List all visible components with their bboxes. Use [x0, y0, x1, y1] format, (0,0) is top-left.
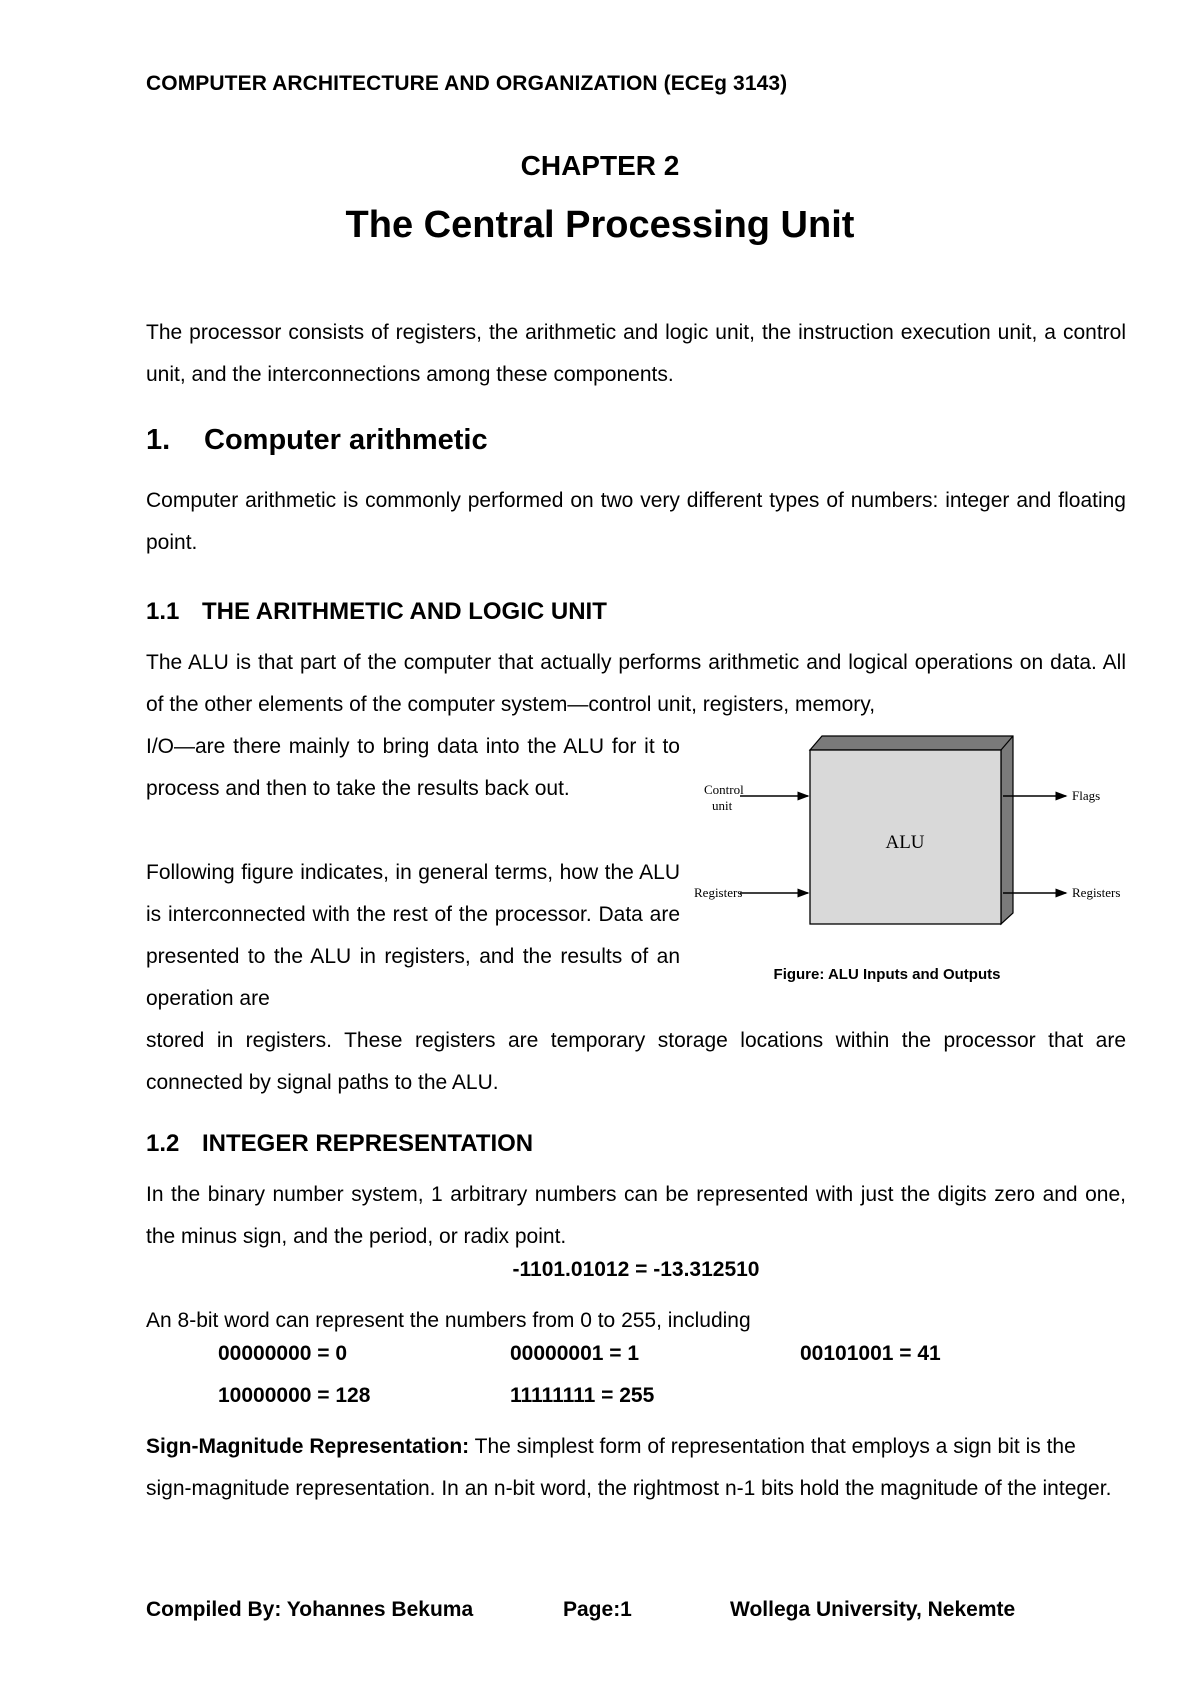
section-1-heading [146, 424, 488, 457]
section-1-1-continued: stored in registers. These registers are temporary storage locations within the processor that are connected by signal paths to the ALU. [146, 1029, 1126, 1094]
section-1-2-heading [146, 1130, 533, 1158]
alu-diagram [692, 732, 1132, 962]
flags-output-label: Flags [1072, 788, 1101, 803]
page-title: The Central Processing Unit [345, 204, 855, 246]
section-1-2-paragraph: In the binary number system, 1 arbitrary numbers can be represented with just the digits zero and one, the minus sign, and the period, or radix point. [146, 1183, 1126, 1248]
section-1-1-title: THE ARITHMETIC AND LOGIC UNIT [202, 598, 607, 625]
section-1-1-wrap-text: I/O—are there mainly to bring data into the ALU for it to process and then to take the results back out. [146, 735, 680, 800]
section-1-title: Computer arithmetic [204, 424, 488, 456]
document-header: COMPUTER ARCHITECTURE AND ORGANIZATION (ECEg 3143) [146, 72, 788, 95]
footer-compiled-by: Compiled By: Yohannes Bekuma [146, 1598, 474, 1621]
section-1-paragraph: Computer arithmetic is commonly performed on two very different types of numbers: integer and floating point. [146, 489, 1126, 554]
sign-magnitude-label: Sign-Magnitude Representation: [146, 1435, 470, 1458]
registers-output-label: Registers [1072, 885, 1121, 900]
binary-example: 00000001 = 1 [510, 1342, 640, 1365]
intro-paragraph: The processor consists of registers, the arithmetic and logic unit, the instruction execution unit, a control unit, and the interconnections among these components. [146, 321, 1126, 386]
binary-example: 00000000 = 0 [218, 1342, 348, 1365]
binary-example: 10000000 = 128 [218, 1384, 371, 1407]
section-1-2-number: 1.2 [146, 1130, 180, 1157]
footer-page-number: Page:1 [563, 1598, 632, 1621]
eight-bit-text: An 8-bit word can represent the numbers from 0 to 255, including [146, 1309, 751, 1332]
section-1-1-wrap-text-2: Following figure indicates, in general terms, how the ALU is interconnected with the rest of the processor. Data are presented to the ALU in registers, and the results of an operation are [146, 861, 680, 1010]
binary-example: 11111111 = 255 [510, 1384, 655, 1407]
binary-equation: -1101.01012 = -13.312510 [512, 1258, 760, 1281]
section-1-number: 1. [146, 424, 171, 456]
figure-caption: Figure: ALU Inputs and Outputs [773, 966, 1001, 983]
footer-university: Wollega University, Nekemte [730, 1598, 1016, 1621]
section-1-1-number: 1.1 [146, 598, 180, 625]
chapter-label: CHAPTER 2 [520, 150, 680, 181]
sign-magnitude-text: The simplest form of representation that employs a sign bit is the sign-magnitude representation. In an n-bit word, the rightmost n-1 bits hold the magnitude of the integer. [146, 1435, 1112, 1500]
control-unit-label-line1: Control [704, 782, 744, 797]
section-1-1-heading [146, 598, 607, 626]
alu-label: ALU [885, 832, 925, 853]
section-1-2-title: INTEGER REPRESENTATION [202, 1130, 534, 1157]
sign-magnitude-paragraph [146, 1426, 1126, 1510]
control-unit-label-line2: unit [712, 798, 733, 813]
binary-example: 00101001 = 41 [800, 1342, 941, 1365]
section-1-1-paragraph: The ALU is that part of the computer that actually performs arithmetic and logical operations on data. All of the other elements of the computer system—control unit, registers, memory, [146, 651, 1126, 716]
registers-input-label: Registers [694, 885, 743, 900]
